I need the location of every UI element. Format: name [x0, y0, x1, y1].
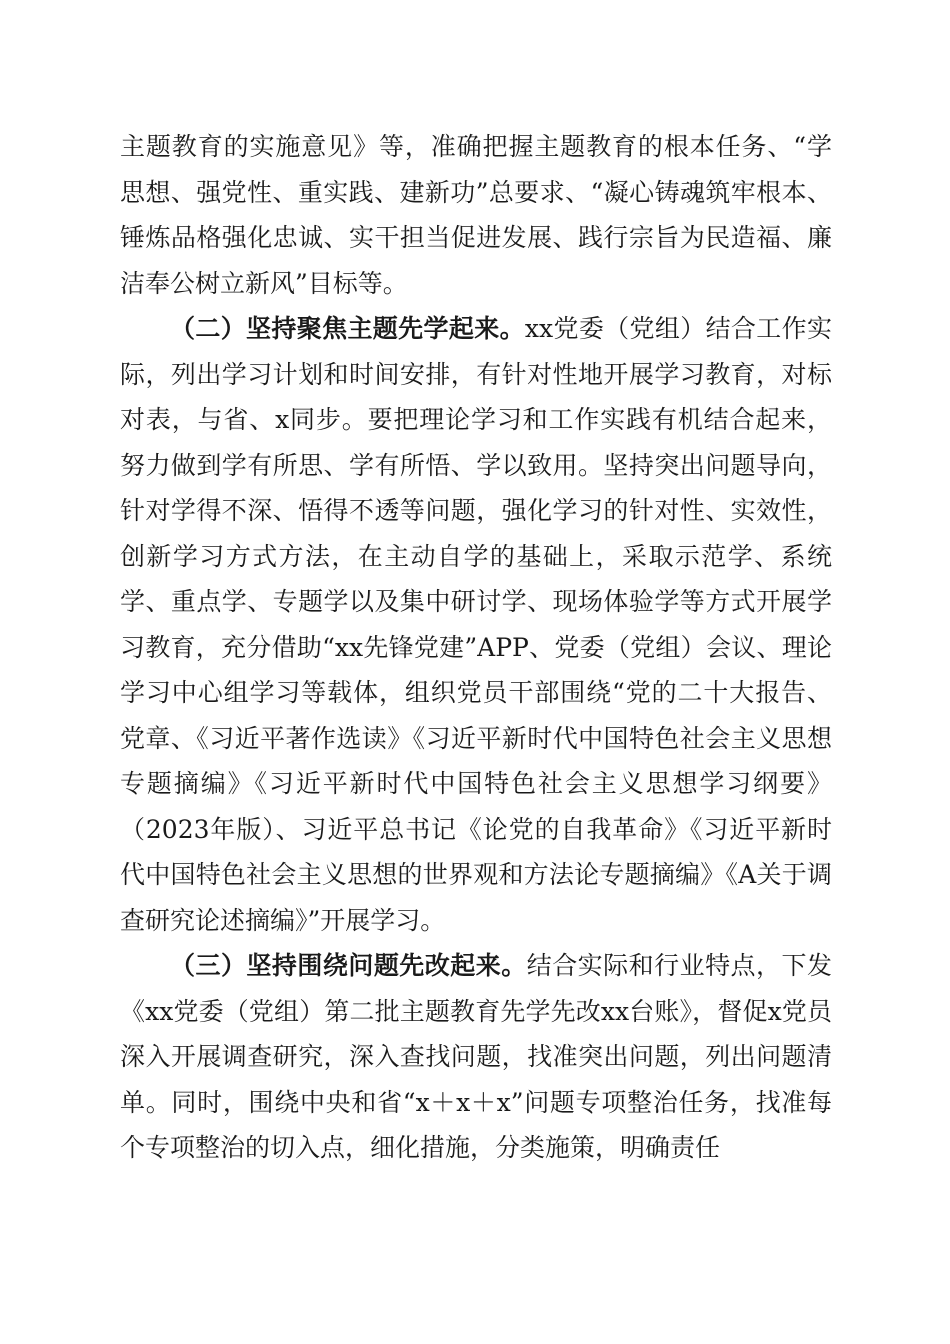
paragraph-section-two: [120, 306, 832, 943]
section-three-text: 结合实际和行业特点，下发《xx党委（党组）第二批主题教育先学先改xx台账》，督促x党员深入开展调查研究，深入查找问题，找准突出问题，列出问题清单。同时，围绕中央和省“x＋x＋x”问题专项整治任务，找准每个专项整治的切入点，细化措施，分类施策，明确责任: [120, 951, 832, 1162]
section-two-heading: （二）坚持聚焦主题先学起来。: [170, 314, 525, 343]
paragraph-section-three: [120, 943, 832, 1171]
paragraph-1-text: 主题教育的实施意见》等，准确把握主题教育的根本任务、“学思想、强党性、重实践、建新功”总要求、“凝心铸魂筑牢根本、锤炼品格强化忠诚、实干担当促进发展、践行宗旨为民造福、廉洁奉公树立新风”目标等。: [120, 132, 832, 298]
section-two-text: xx党委（党组）结合工作实际，列出学习计划和时间安排，有针对性地开展学习教育，对标对表，与省、x同步。要把理论学习和工作实践有机结合起来，努力做到学有所思、学有所悟、学以致用。坚持突出问题导向，针对学得不深、悟得不透等问题，强化学习的针对性、实效性，创新学习方式方法，在主动自学的基础上，采取示范学、系统学、重点学、专题学以及集中研讨学、现场体验学等方式开展学习教育，充分借助“xx先锋党建”APP、党委（党组）会议、理论学习中心组学习等载体，组织党员干部围绕“党的二十大报告、党章、《习近平著作选读》《习近平新时代中国特色社会主义思想专题摘编》《习近平新时代中国特色社会主义思想学习纲要》（2023年版）、习近平总书记《论党的自我革命》《习近平新时代中国特色社会主义思想的世界观和方法论专题摘编》《A关于调查研究论述摘编》”开展学习。: [120, 314, 832, 935]
document-body: [120, 124, 832, 1171]
paragraph-continuation: [120, 124, 832, 306]
section-three-heading: （三）坚持围绕问题先改起来。: [170, 951, 527, 980]
